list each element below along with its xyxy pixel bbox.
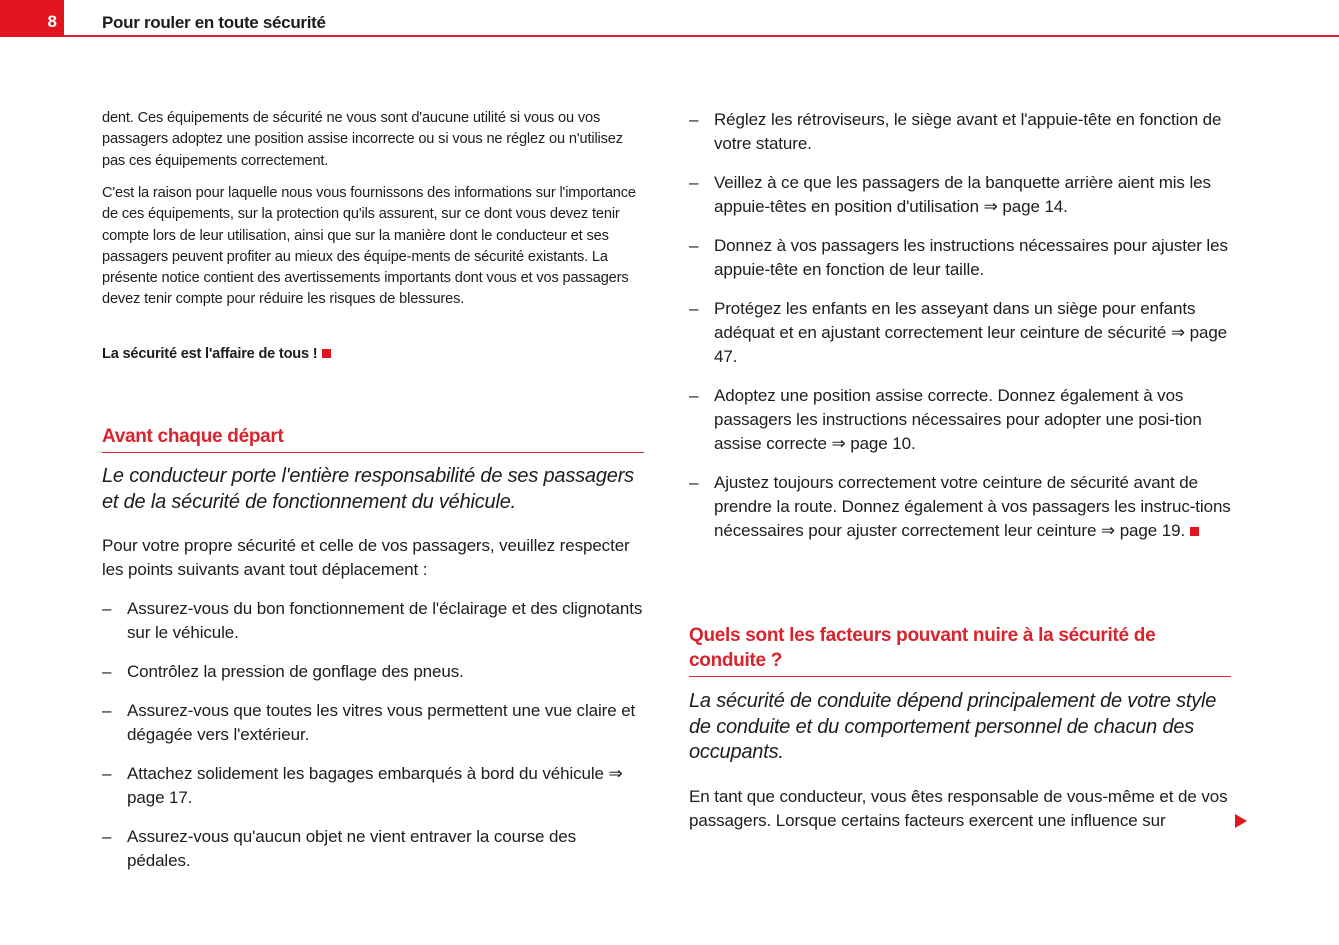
section-lead: La sécurité de conduite dépend principalement de votre style de conduite et du comportement personnel de chacun des occupants.	[689, 690, 1217, 763]
list-item-text: Donnez à vos passagers les instructions nécessaires pour ajuster les appuie-tête en fonction de leur taille.	[714, 236, 1228, 279]
list-item	[102, 660, 644, 684]
intro-paragraph-1: dent. Ces équipements de sécurité ne vous sont d'aucune utilité si vous ou vos passagers adoptez une position assise incorrecte ou si vous ne réglez ou n'utilisez pas ces équipements correctement.	[102, 110, 623, 169]
dash-bullet: –	[102, 827, 112, 846]
list-item	[102, 699, 644, 747]
section-body: En tant que conducteur, vous êtes responsable de vous-même et de vos passagers. Lorsque certains facteurs exercent une influence sur	[689, 787, 1228, 830]
page-header-title: Pour rouler en toute sécurité	[102, 13, 326, 32]
list-item	[689, 384, 1231, 456]
list-item-text: Veillez à ce que les passagers de la banquette arrière aient mis les appuie-têtes en position d'utilisation ⇒ page 14.	[714, 173, 1211, 216]
section-intro: Pour votre propre sécurité et celle de vos passagers, veuillez respecter les points suivants avant tout déplacement :	[102, 536, 630, 579]
dash-bullet: –	[689, 110, 699, 129]
section-lead: Le conducteur porte l'entière responsabilité de ses passagers et de la sécurité de fonctionnement du véhicule.	[102, 465, 634, 513]
section-heading-avant-chaque-depart: Avant chaque départ	[102, 424, 644, 453]
list-item	[689, 171, 1231, 219]
dash-bullet: –	[689, 173, 699, 192]
dash-bullet: –	[102, 662, 112, 681]
checklist-left	[102, 597, 644, 873]
list-item	[102, 762, 644, 810]
list-item-text: Réglez les rétroviseurs, le siège avant et l'appuie-tête en fonction de votre stature.	[714, 110, 1222, 153]
end-of-section-square-icon	[322, 349, 331, 358]
end-of-section-square-icon	[1190, 527, 1199, 536]
list-item-text: Protégez les enfants en les asseyant dans un siège pour enfants adéquat et en ajustant correctement leur ceinture de sécurité ⇒ page 47.	[714, 299, 1228, 366]
list-item-text: Assurez-vous du bon fonctionnement de l'éclairage et des clignotants sur le véhicule.	[127, 599, 643, 642]
list-item-text: Adoptez une position assise correcte. Donnez également à vos passagers les instructions nécessaires pour adopter une posi-tion assise correcte ⇒ page 10.	[714, 386, 1202, 453]
list-item-text: Assurez-vous qu'aucun objet ne vient entraver la course des pédales.	[127, 827, 577, 870]
list-item-text: Assurez-vous que toutes les vitres vous permettent une vue claire et dégagée vers l'extérieur.	[127, 701, 636, 744]
intro-paragraph-2: C'est la raison pour laquelle nous vous fournissons des informations sur l'importance de ces équipements, sur la protection qu'ils assurent, sur ce dont vous devez tenir compte lors de leur utilisation, ainsi que sur la manière dont le conducteur et ses passagers peuvent profiter au mieux des équipe-ments de sécurité existants. La présente notice contient des avertissements importants dont vous et vos passagers devez tenir compte pour réduire les risques de blessures.	[102, 185, 636, 308]
dash-bullet: –	[689, 236, 699, 255]
section-heading-facteurs-securite: Quels sont les facteurs pouvant nuire à la sécurité de conduite ?	[689, 623, 1231, 677]
dash-bullet: –	[689, 473, 699, 492]
list-item-text: Attachez solidement les bagages embarqués à bord du véhicule ⇒ page 17.	[127, 764, 623, 807]
dash-bullet: –	[102, 599, 112, 618]
list-item-text: Contrôlez la pression de gonflage des pneus.	[127, 662, 464, 681]
list-item	[102, 825, 644, 873]
dash-bullet: –	[102, 701, 112, 720]
continued-triangle-icon	[1235, 814, 1247, 828]
list-item	[689, 297, 1231, 369]
list-item	[102, 597, 644, 645]
list-item	[689, 234, 1231, 282]
list-item	[689, 471, 1231, 543]
list-item-text: Ajustez toujours correctement votre ceinture de sécurité avant de prendre la route. Donnez également à vos passagers les instruc-tions nécessaires pour ajuster correctement leur ceinture ⇒ page 19.	[714, 473, 1231, 540]
dash-bullet: –	[689, 299, 699, 318]
emphasis-text: La sécurité est l'affaire de tous !	[102, 346, 318, 362]
checklist-right	[689, 108, 1231, 543]
dash-bullet: –	[102, 764, 112, 783]
list-item	[689, 108, 1231, 156]
emphasis-line	[102, 346, 644, 362]
header-rule	[64, 35, 1339, 37]
dash-bullet: –	[689, 386, 699, 405]
page-number: 8	[47, 12, 57, 31]
